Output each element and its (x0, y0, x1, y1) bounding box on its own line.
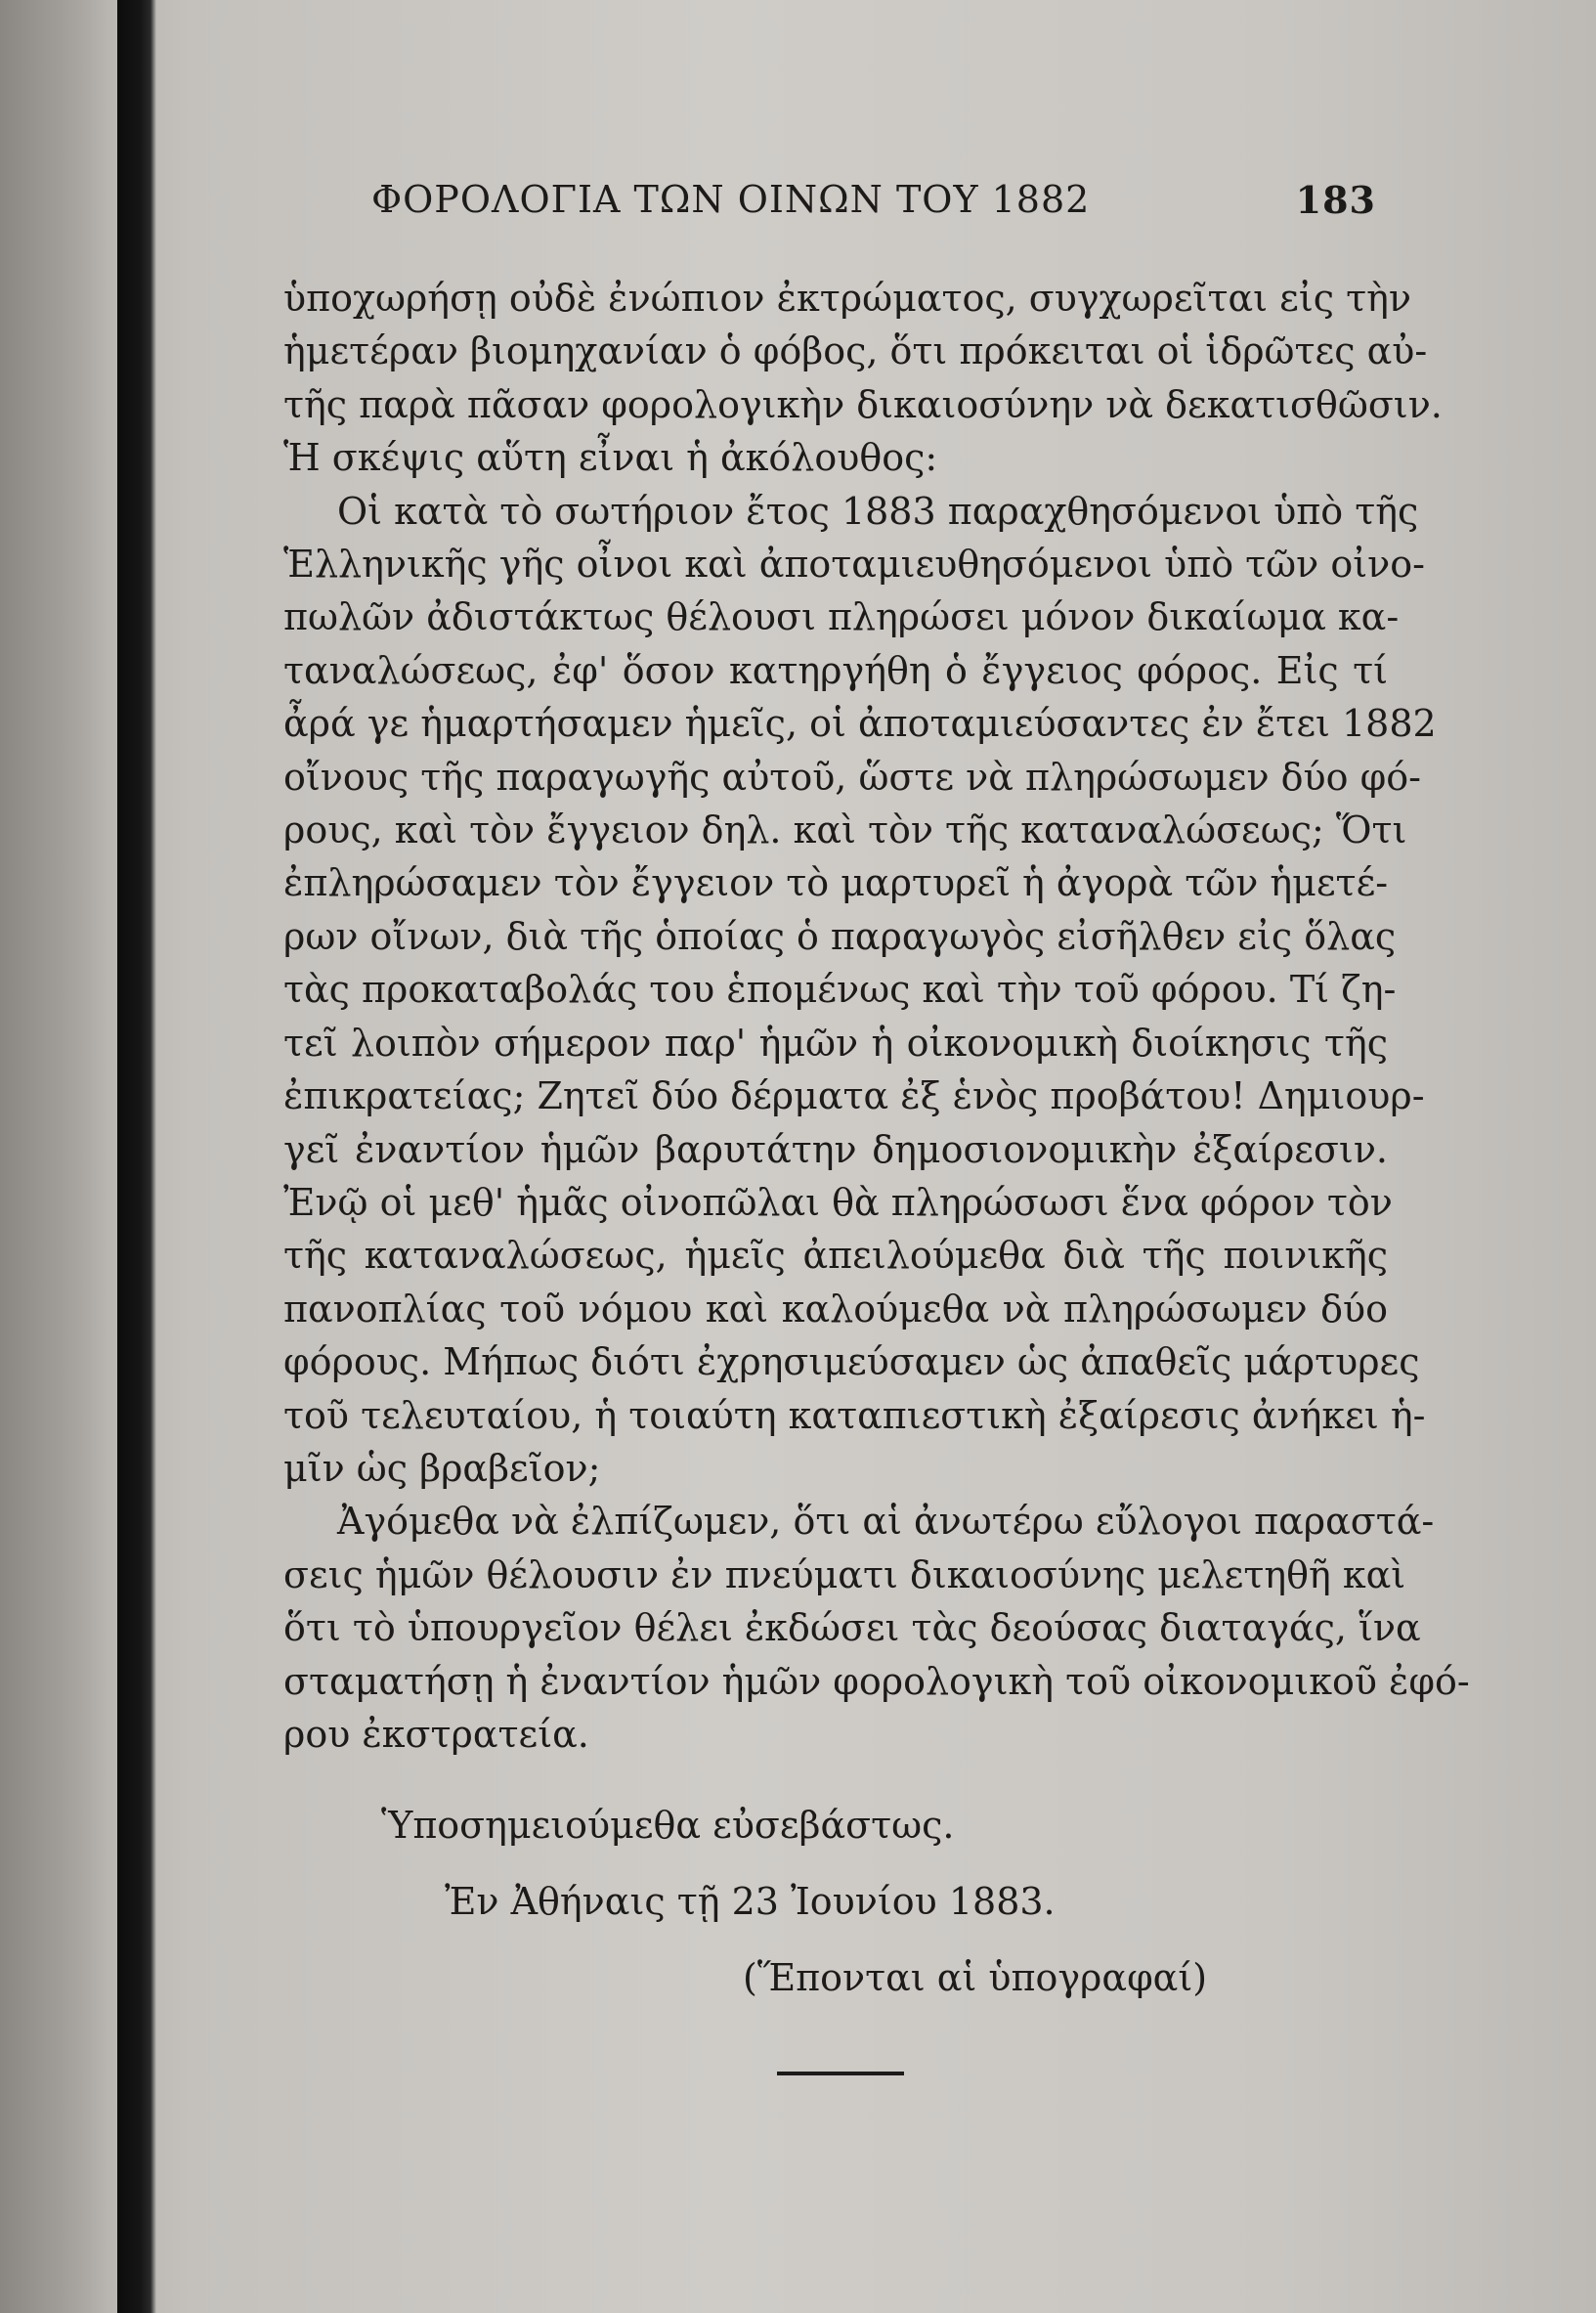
running-title: ΦΟΡΟΛΟΓΙΑ ΤΩΝ ΟΙΝΩΝ ΤΟΥ 1882 (371, 178, 1091, 221)
text-line: ρου ἐκστρατεία. (283, 1712, 589, 1756)
text-line: Ἡ σκέψις αὕτη εἶναι ἡ ἀκόλουθος: (283, 436, 938, 480)
page-number: 183 (1295, 178, 1376, 222)
text-line: Οἱ κατὰ τὸ σωτήριον ἔτος 1883 παραχθησόμενοι ὑπὸ τῆς (337, 489, 1419, 533)
text-line: μῖν ὡς βραβεῖον; (283, 1446, 601, 1490)
paragraph-1 (283, 272, 1443, 485)
text-line: οἴνους τῆς παραγωγῆς αὐτοῦ, ὥστε νὰ πληρώσωμεν δύο φό- (283, 755, 1421, 799)
text-line: τοῦ τελευταίου, ἡ τοιαύτη καταπιεστικὴ ἐξαίρεσις ἀνήκει ἡ- (283, 1393, 1426, 1437)
text-line: Ἀγόμεθα νὰ ἐλπίζωμεν, ὅτι αἱ ἀνωτέρω εὔλογοι παραστά- (337, 1500, 1435, 1544)
text-line: ἡμετέραν βιομηχανίαν ὁ φόβος, ὅτι πρόκειται οἱ ἱδρῶτες αὐ- (283, 329, 1428, 373)
text-line: πανοπλίας τοῦ νόμου καὶ καλούμεθα νὰ πληρώσωμεν δύο (283, 1287, 1388, 1331)
page-content (283, 166, 1470, 2075)
text-line: τεῖ λοιπὸν σήμερον παρ' ἡμῶν ἡ οἰκονομικὴ διοίκησις τῆς (283, 1021, 1388, 1065)
text-line: φόρους. Μήπως διότι ἐχρησιμεύσαμεν ὡς ἀπαθεῖς μάρτυρες (283, 1340, 1420, 1384)
text-line: ρων οἴνων, διὰ τῆς ὁποίας ὁ παραγωγὸς εἰσῆλθεν εἰς ὅλας (283, 914, 1397, 958)
text-line: τὰς προκαταβολάς του ἑπομένως καὶ τὴν τοῦ φόρου. Τί ζη- (283, 968, 1397, 1012)
gutter-shadow (0, 0, 108, 2313)
text-line: ἐπικρατείας; Ζητεῖ δύο δέρματα ἐξ ἑνὸς προβάτου! Δημιουρ- (283, 1074, 1425, 1118)
text-line: ἐπληρώσαμεν τὸν ἔγγειον τὸ μαρτυρεῖ ἡ ἀγορὰ τῶν ἡμετέ- (283, 861, 1389, 905)
body-text (283, 272, 1470, 1761)
paragraph-2 (283, 485, 1437, 1496)
text-line: τῆς παρὰ πᾶσαν φορολογικὴν δικαιοσύνην νὰ δεκατισθῶσιν. (283, 382, 1443, 426)
salutation: Ὑποσημειούμεθα εὐσεβάστως. (381, 1804, 955, 1848)
text-line: τῆς καταναλώσεως, ἡμεῖς ἀπειλούμεθα διὰ τῆς ποινικῆς (283, 1234, 1388, 1278)
signatures-note: (Ἕπονται αἱ ὑπογραφαί) (743, 1956, 1208, 2000)
end-rule (777, 2072, 904, 2075)
text-line: γεῖ ἐναντίον ἡμῶν βαρυτάτην δημοσιονομικὴν ἐξαίρεσιν. (283, 1127, 1388, 1171)
place-date: Ἐν Ἀθήναις τῇ 23 Ἰουνίου 1883. (445, 1880, 1056, 1924)
text-line: ἆρά γε ἡμαρτήσαμεν ἡμεῖς, οἱ ἀποταμιεύσαντες ἐν ἔτει 1882 (283, 702, 1437, 746)
text-line: ὅτι τὸ ὑπουργεῖον θέλει ἐκδώσει τὰς δεούσας διαταγάς, ἵνα (283, 1606, 1421, 1650)
text-line: Ἐνῷ οἱ μεθ' ἡμᾶς οἰνοπῶλαι θὰ πληρώσωσι ἕνα φόρον τὸν (283, 1180, 1393, 1224)
text-line: ταναλώσεως, ἐφ' ὅσον κατηργήθη ὁ ἔγγειος φόρος. Εἰς τί (283, 648, 1388, 692)
closing-block (283, 1804, 1388, 2032)
binding-edge (117, 0, 156, 2313)
text-line: ρους, καὶ τὸν ἔγγειον δηλ. καὶ τὸν τῆς καταναλώσεως; Ὅτι (283, 808, 1407, 852)
paragraph-3 (283, 1495, 1470, 1761)
text-line: σταματήσῃ ἡ ἐναντίον ἡμῶν φορολογικὴ τοῦ οἰκονομικοῦ ἐφό- (283, 1659, 1470, 1703)
text-line: πωλῶν ἀδιστάκτως θέλουσι πληρώσει μόνον δικαίωμα κα- (283, 595, 1400, 639)
text-line: ὑποχωρήσῃ οὐδὲ ἐνώπιον ἐκτρώματος, συγχωρεῖται εἰς τὴν (283, 277, 1411, 320)
text-line: Ἑλληνικῆς γῆς οἶνοι καὶ ἀποταμιευθησόμενοι ὑπὸ τῶν οἰνο- (283, 543, 1425, 587)
running-head (283, 166, 1388, 235)
text-line: σεις ἡμῶν θέλουσιν ἐν πνεύματι δικαιοσύνης μελετηθῆ καὶ (283, 1552, 1406, 1596)
